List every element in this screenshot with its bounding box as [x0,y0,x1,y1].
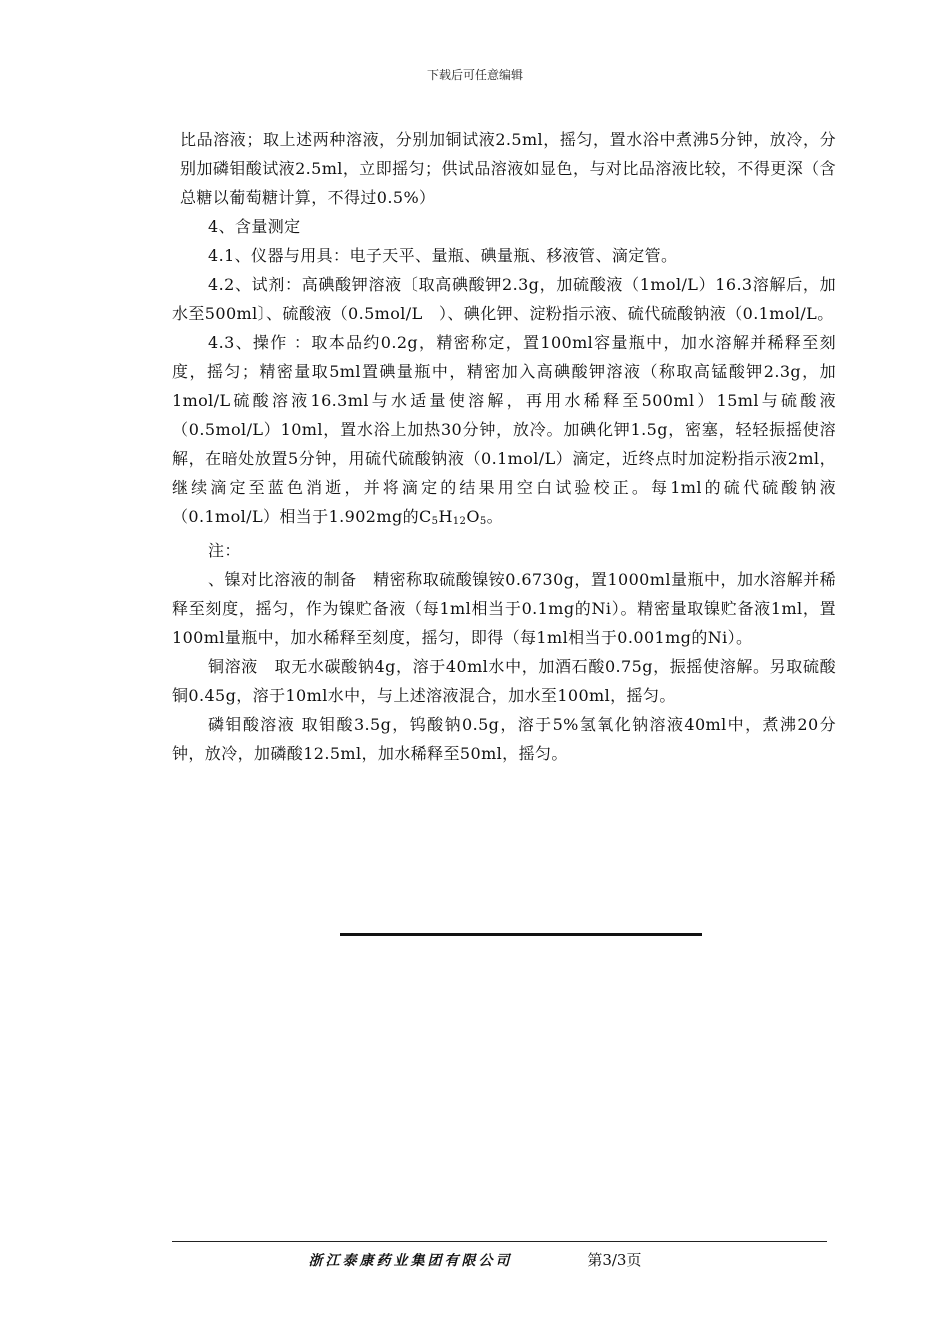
paragraph-copper-solution: 铜溶液 取无水碳酸钠4g，溶于40ml水中，加酒石酸0.75g，振摇使溶解。另取硫酸铜0.45g，溶于10ml水中，与上述溶液混合，加水至100ml，摇匀。 [172,657,836,705]
paragraph-continuation: 比品溶液；取上述两种溶液，分别加铜试液2.5ml，摇匀，置水浴中煮沸5分钟，放冷，分别加磷钼酸试液2.5ml，立即摇匀；供试品溶液如显色，与对比品溶液比较，不得更深（含总糖以葡萄糖计算，不得过0.5%） [180,130,836,207]
paragraph-nickel-solution: 、镍对比溶液的制备 精密称取硫酸镍铵0.6730g，置1000ml量瓶中，加水溶解并稀释至刻度，摇匀，作为镍贮备液（每1ml相当于0.1mg的Ni）。精密量取镍贮备液1ml，置100ml量瓶中，加水稀释至刻度，摇匀，即得（每1ml相当于0.001mg的Ni）。 [172,570,836,647]
document-body [172,125,836,768]
notes-label: 注： [208,541,241,560]
paragraph-instruments: 4.1、仪器与用具：电子天平、量瓶、碘量瓶、移液管、滴定管。 [208,246,678,265]
header-note: 下载后可任意编辑 [426,68,523,82]
company-name: 浙江泰康药业集团有限公司 [308,1253,513,1269]
chemical-formula: $C_5H_{12}O_5$。 [419,507,504,527]
page-number: 第3/3页 [587,1251,642,1269]
page-footer [0,1249,950,1270]
section-heading-content-determination: 4、含量测定 [208,217,301,236]
paragraph-phosphomolybdic-solution: 磷钼酸溶液 取钼酸3.5g，钨酸钠0.5g，溶于5%氢氧化钠溶液40ml中，煮沸20分钟，放冷，加磷酸12.5ml，加水稀释至50ml，摇匀。 [172,715,836,763]
section-divider-line [340,933,702,936]
paragraph-reagents: 4.2、试剂：高碘酸钾溶液〔取高碘酸钾2.3g，加硫酸液（1mol/L）16.3溶解后，加水至500ml〕、硫酸液（0.5mol/L ）、碘化钾、淀粉指示液、硫代硫酸钠液（0.1mol/L。 [172,275,836,323]
procedure-text: 4.3、操作 ：取本品约0.2g，精密称定，置100ml容量瓶中，加水溶解并稀释至刻度，摇匀；精密量取5ml置碘量瓶中，精密加入高碘酸钾溶液（称取高锰酸钾2.3g，加1mol/L硫酸溶液16.3ml与水适量使溶解，再用水稀释至500ml）15ml与硫酸液（0.5mol/L）10ml，置水浴上加热30分钟，放冷。加碘化钾1.5g，密塞，轻轻振摇使溶解，在暗处放置5分钟，用硫代硫酸钠液（0.1mol/L）滴定，近终点时加淀粉指示液2ml，继续滴定至蓝色消逝，并将滴定的结果用空白试验校正。每1ml的硫代硫酸钠液（0.1mol/L）相当于1.902mg的 [172,333,836,526]
footer-rule [172,1241,827,1242]
paragraph-procedure [172,328,836,536]
